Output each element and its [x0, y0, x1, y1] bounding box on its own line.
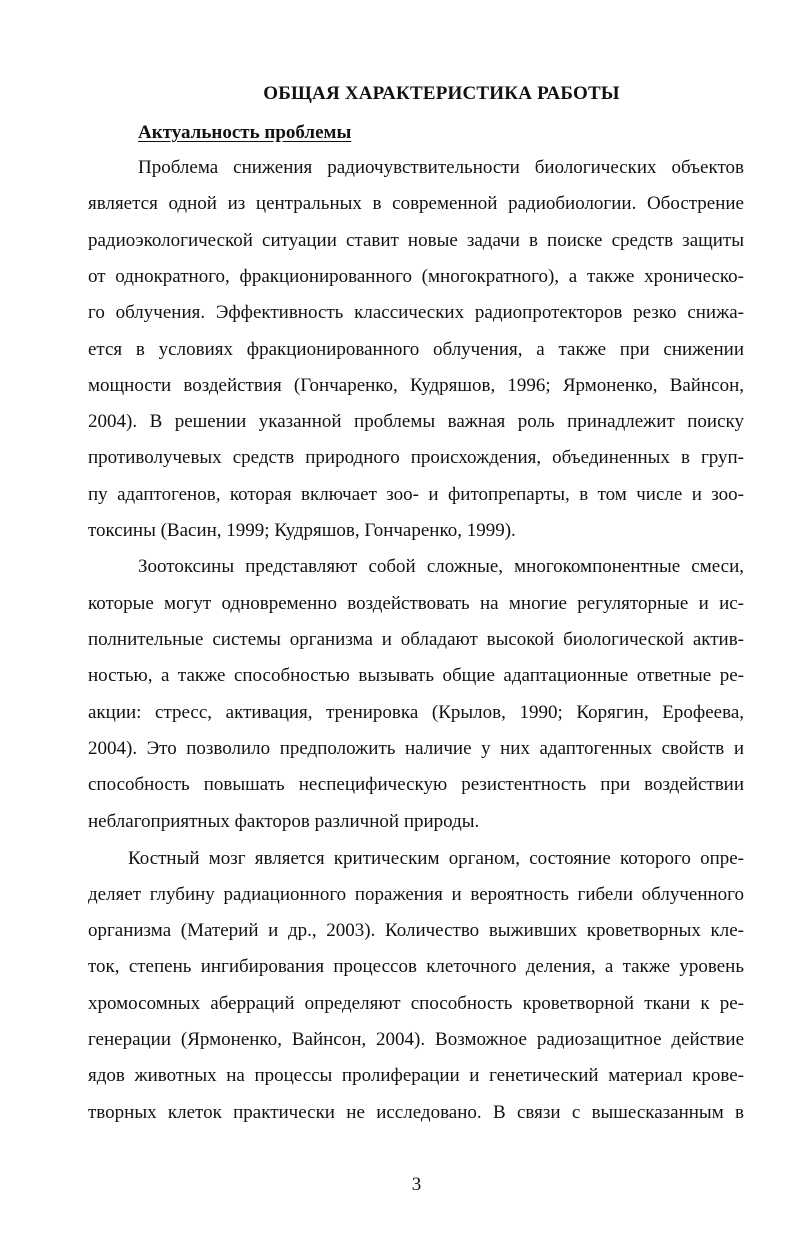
paragraph-line: 2004). Это позволило предположить наличие у них адаптогенных свойств и — [88, 738, 744, 759]
paragraph-line: генерации (Ярмоненко, Вайнсон, 2004). Возможное радиозащитное действие — [88, 1029, 744, 1050]
paragraph-line: Зоотоксины представляют собой сложные, многокомпонентные смеси, — [138, 556, 744, 577]
paragraph-line: акции: стресс, активация, тренировка (Крылов, 1990; Корягин, Ерофеева, — [88, 702, 744, 723]
paragraph-line: ностью, а также способностью вызывать общие адаптационные ответные ре- — [88, 665, 744, 686]
paragraph-line: является одной из центральных в современной радиобиологии. Обострение — [88, 193, 744, 214]
paragraph-line: 2004). В решении указанной проблемы важная роль принадлежит поиску — [88, 411, 744, 432]
paragraph-line: от однократного, фракционированного (многократного), а также хроническо- — [88, 266, 744, 287]
paragraph-line: неблагоприятных факторов различной природы. — [88, 811, 480, 832]
paragraph-line: противолучевых средств природного происхождения, объединенных в груп- — [88, 447, 744, 468]
paragraph-line: токсины (Васин, 1999; Кудряшов, Гончаренко, 1999). — [88, 520, 516, 541]
document-title: ОБЩАЯ ХАРАКТЕРИСТИКА РАБОТЫ — [263, 83, 620, 104]
paragraph-line: полнительные системы организма и обладают высокой биологической актив- — [88, 629, 744, 650]
page-number: 3 — [411, 1174, 422, 1195]
section-heading: Актуальность проблемы — [138, 122, 352, 143]
paragraph-line: хромосомных аберраций определяют способность кроветворной ткани к ре- — [88, 993, 744, 1014]
paragraph-line: пу адаптогенов, которая включает зоо- и фитопрепарты, в том числе и зоо- — [88, 484, 744, 505]
paragraph-line: мощности воздействия (Гончаренко, Кудряшов, 1996; Ярмоненко, Вайнсон, — [88, 375, 744, 396]
paragraph-line: го облучения. Эффективность классических радиопротекторов резко снижа- — [88, 302, 744, 323]
paragraph-line: которые могут одновременно воздействовать на многие регуляторные и ис- — [88, 593, 744, 614]
paragraph-line: Проблема снижения радиочувствительности биологических объектов — [138, 157, 744, 178]
paragraph-line: Костный мозг является критическим органом, состояние которого опре- — [128, 848, 744, 869]
paragraph-line: ядов животных на процессы пролиферации и генетический материал крове- — [88, 1065, 744, 1086]
paragraph-line: ток, степень ингибирования процессов клеточного деления, а также уровень — [88, 956, 744, 977]
paragraph-line: способность повышать неспецифическую резистентность при воздействии — [88, 774, 744, 795]
paragraph-line: ется в условиях фракционированного облучения, а также при снижении — [88, 339, 744, 360]
paragraph-line: творных клеток практически не исследовано. В связи с вышесказанным в — [88, 1102, 744, 1123]
paragraph-line: радиоэкологической ситуации ставит новые задачи в поиске средств защиты — [88, 230, 744, 251]
paragraph-line: деляет глубину радиационного поражения и вероятность гибели облученного — [88, 884, 744, 905]
paragraph-line: организма (Материй и др., 2003). Количество выживших кроветворных кле- — [88, 920, 744, 941]
